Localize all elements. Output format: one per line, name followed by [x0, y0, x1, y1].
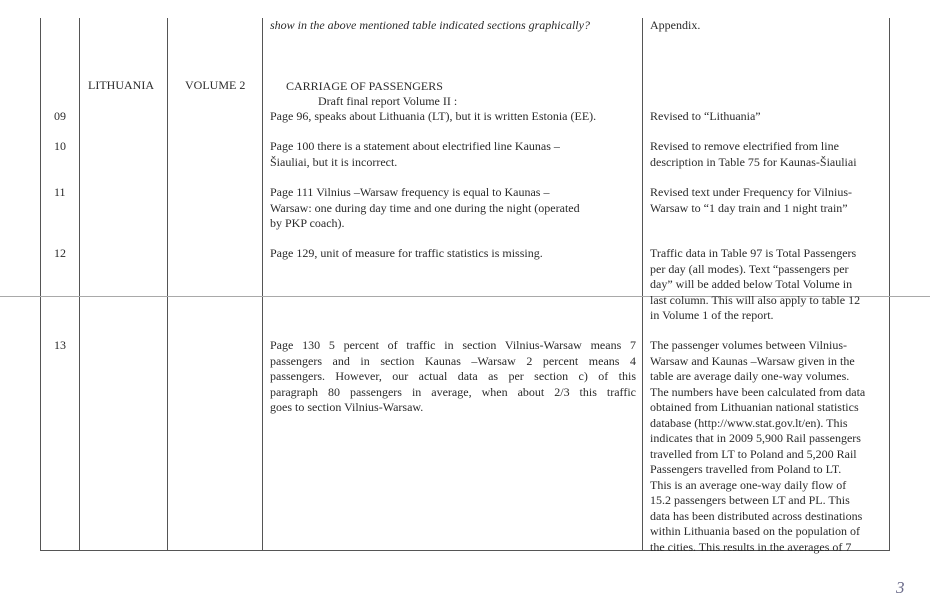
comment-line: by PKP coach).: [270, 216, 345, 230]
comment-line: Page 130 5 percent of traffic in section Vilnius-Warsaw means 7: [270, 338, 636, 352]
row-number: 11: [54, 185, 66, 199]
response-line: database (http://www.stat.gov.lt/en). This: [650, 415, 848, 430]
row-number: 12: [54, 246, 66, 260]
comment-cell: [270, 139, 560, 170]
response-line: table are average daily one-way volumes.: [650, 369, 850, 383]
response-line: obtained from Lithuanian national statistics: [650, 400, 859, 414]
response-cell: [650, 246, 860, 324]
column-divider-response: [642, 18, 643, 550]
row-number: 13: [54, 338, 66, 352]
comment-line: Page 111 Vilnius –Warsaw frequency is equal to Kaunas –: [270, 185, 550, 199]
row-number: 10: [54, 139, 66, 153]
response-line: 15.2 passengers between LT and PL. This: [650, 493, 850, 507]
comment-line: paragraph 80 passengers in average, when about 2/3 this traffic: [270, 384, 636, 399]
response-line: travelled from LT to Poland and 5,200 Rail: [650, 446, 857, 461]
column-divider-volume: [167, 18, 168, 550]
comment-line: goes to section Vilnius-Warsaw.: [270, 400, 424, 414]
response-cell: [650, 109, 761, 125]
column-divider-country: [79, 18, 80, 550]
response-line: per day (all modes). Text “passengers per: [650, 261, 849, 276]
section-heading: CARRIAGE OF PASSENGERS: [286, 79, 443, 93]
column-divider-comment: [262, 18, 263, 550]
comment-line: Warsaw: one during day time and one during the night (operated: [270, 200, 580, 215]
volume-label: VOLUME 2: [185, 78, 246, 92]
response-cell: [650, 185, 852, 216]
response-line: Revised text under Frequency for Vilnius-: [650, 185, 853, 199]
response-line: within Lithuania based on the population of: [650, 524, 860, 538]
table-border-left: [40, 18, 41, 550]
comment-line: Šiauliai, but it is incorrect.: [270, 154, 398, 169]
response-line: This is an average one-way daily flow of: [650, 477, 847, 492]
question-tail-text: show in the above mentioned table indicated sections graphically?: [270, 18, 590, 32]
response-line: last column. This will also apply to table 12: [650, 292, 861, 307]
comment-cell: [270, 109, 596, 125]
country-label: LITHUANIA: [88, 78, 154, 92]
section-subheading: Draft final report Volume II :: [318, 94, 458, 108]
table-border-right: [889, 18, 890, 550]
response-line: day” will be added below Total Volume in: [650, 277, 853, 291]
response-line: in Volume 1 of the report.: [650, 308, 774, 322]
comment-cell: [270, 246, 543, 262]
comment-line: Page 100 there is a statement about electrified line Kaunas –: [270, 139, 560, 153]
response-cell: [650, 338, 865, 555]
comment-line: passengers. However, our actual data as per section c) of this: [270, 369, 636, 383]
appendix-response: Appendix.: [650, 18, 701, 32]
row-number: 09: [54, 109, 66, 123]
comment-cell: [270, 338, 636, 416]
comment-cell: [270, 185, 580, 232]
response-line: The passenger volumes between Vilnius-: [650, 338, 848, 352]
response-line: Traffic data in Table 97 is Total Passengers: [650, 246, 857, 260]
comment-line: Page 129, unit of measure for traffic statistics is missing.: [270, 246, 543, 260]
response-line: data has been distributed across destinations: [650, 508, 863, 523]
response-line: Warsaw to “1 day train and 1 night train”: [650, 200, 848, 215]
comment-line: passengers and in section Kaunas –Warsaw 2 percent means 4: [270, 353, 636, 368]
response-line: the cities. This results in the averages of 7: [650, 539, 852, 554]
response-line: indicates that in 2009 5,900 Rail passengers: [650, 431, 861, 445]
response-line: description in Table 75 for Kaunas-Šiauliai: [650, 154, 857, 169]
response-line: Passengers travelled from Poland to LT.: [650, 462, 842, 476]
response-cell: [650, 139, 857, 170]
comment-line: Page 96, speaks about Lithuania (LT), but it is written Estonia (EE).: [270, 109, 597, 123]
response-line: Revised to remove electrified from line: [650, 139, 839, 153]
page-number: 3: [896, 578, 905, 597]
response-line: Warsaw and Kaunas –Warsaw given in the: [650, 353, 855, 368]
response-line: The numbers have been calculated from data: [650, 384, 866, 399]
response-line: Revised to “Lithuania”: [650, 109, 761, 123]
